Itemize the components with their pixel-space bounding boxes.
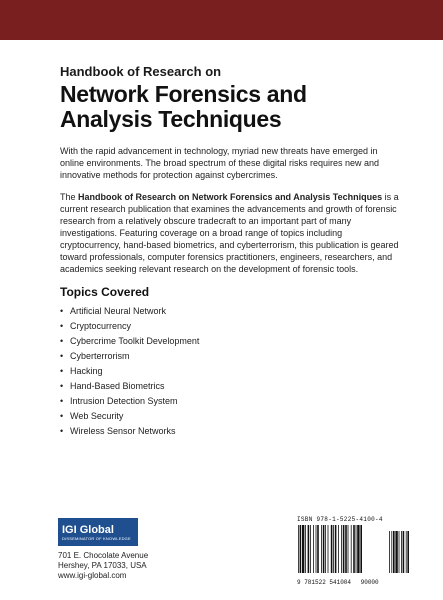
description-paragraph xyxy=(60,191,400,275)
description-prefix: The xyxy=(60,192,79,202)
topic-item xyxy=(60,349,400,364)
topic-item xyxy=(60,379,400,394)
book-title xyxy=(60,82,400,132)
barcode-addon-bar xyxy=(389,531,390,573)
topic-item xyxy=(60,319,400,334)
bullet-icon: • xyxy=(60,411,64,421)
barcode-bar xyxy=(356,525,357,573)
barcode-bar xyxy=(357,525,359,573)
barcode-bar xyxy=(308,525,310,573)
bullet-icon: • xyxy=(60,336,64,346)
barcode-bar xyxy=(331,525,333,573)
topic-label: Hacking xyxy=(70,366,103,376)
barcode-bar xyxy=(341,525,342,573)
barcode-bar xyxy=(302,525,304,573)
publisher-logo-tagline: DISSEMINATOR OF KNOWLEDGE xyxy=(62,535,131,541)
barcode-addon-bar xyxy=(391,531,392,573)
barcode-digits xyxy=(297,579,415,586)
barcode-bar xyxy=(360,525,362,573)
barcode-addon-digits: 90000 xyxy=(360,579,379,586)
bullet-icon: • xyxy=(60,306,64,316)
publisher-logo-name: IGI Global xyxy=(62,523,114,536)
intro-paragraph: With the rapid advancement in technology, myriad new threats have emerged in online environments. The broad spectrum of these digital risks requires new and innovative methods for protection against cybercrimes. xyxy=(60,146,380,180)
bullet-icon: • xyxy=(60,351,64,361)
barcode-addon-bar xyxy=(393,531,395,573)
barcode-addon-bar xyxy=(399,531,400,573)
topic-item xyxy=(60,424,400,439)
barcode-addon-bar xyxy=(403,531,405,573)
top-color-band xyxy=(0,0,443,40)
barcode-bar xyxy=(335,525,337,573)
description-body: is a current research publication that examines the advancements and growth of forensic research from a relatively obscure tradecraft to an important part of many investigations. Featuring coverage on a broad range of topics including cryptocurrency, hand-based biometrics, and cyberterrorism, this publication is geared toward professionals, computer forensics practitioners, engineers, researchers, and academics seeking relevant research on the development of forensic tools. xyxy=(60,192,399,274)
topic-item xyxy=(60,394,400,409)
barcode-bars xyxy=(297,525,415,573)
topic-item xyxy=(60,364,400,379)
topic-label: Artificial Neural Network xyxy=(70,306,167,316)
barcode-addon-bar xyxy=(406,531,407,573)
address-line-2: Hershey, PA 17033, USA xyxy=(58,561,147,570)
topic-item xyxy=(60,409,400,424)
barcode-bar xyxy=(316,525,317,573)
topic-label: Cyberterrorism xyxy=(70,351,130,361)
barcode-addon-bar xyxy=(395,531,397,573)
topics-heading: Topics Covered xyxy=(60,285,150,299)
barcode-bar xyxy=(333,525,334,573)
back-cover-content xyxy=(60,64,400,439)
bullet-icon: • xyxy=(60,366,64,376)
topic-label: Intrusion Detection System xyxy=(70,396,178,406)
isbn-barcode xyxy=(297,516,415,586)
barcode-bar xyxy=(351,525,352,573)
book-title-line-2: Analysis Techniques xyxy=(60,106,282,132)
bullet-icon: • xyxy=(60,381,64,391)
barcode-bar xyxy=(305,525,306,573)
barcode-bar xyxy=(343,525,345,573)
barcode-bar xyxy=(338,525,339,573)
barcode-main-digits: 9 781522 541004 xyxy=(297,579,352,586)
barcode-bar xyxy=(321,525,322,573)
topic-item xyxy=(60,304,400,319)
publisher-address xyxy=(58,551,198,581)
publisher-website: www.igi-global.com xyxy=(58,571,127,580)
topic-label: Wireless Sensor Networks xyxy=(70,426,176,436)
barcode-bar xyxy=(325,525,326,573)
barcode-bar xyxy=(328,525,329,573)
topic-label: Cryptocurrency xyxy=(70,321,132,331)
barcode-bar xyxy=(313,525,314,573)
barcode-addon-bar xyxy=(407,531,409,573)
barcode-bar xyxy=(353,525,355,573)
barcode-bar xyxy=(300,525,302,573)
publisher-block xyxy=(58,518,198,581)
bullet-icon: • xyxy=(60,396,64,406)
topic-label: Hand-Based Biometrics xyxy=(70,381,165,391)
barcode-bar xyxy=(323,525,325,573)
topic-item xyxy=(60,334,400,349)
book-subtitle: Handbook of Research on xyxy=(60,64,222,79)
address-line-1: 701 E. Chocolate Avenue xyxy=(58,551,149,560)
topics-list xyxy=(60,304,400,439)
topic-label: Cybercrime Toolkit Development xyxy=(70,336,200,346)
barcode-bar xyxy=(317,525,319,573)
barcode-bar xyxy=(310,525,311,573)
topic-label: Web Security xyxy=(70,411,124,421)
barcode-bar xyxy=(345,525,347,573)
barcode-bar xyxy=(298,525,299,573)
barcode-addon-bar xyxy=(401,531,402,573)
publisher-logo xyxy=(58,518,138,546)
book-title-line-1: Network Forensics and xyxy=(60,81,307,107)
bullet-icon: • xyxy=(60,426,64,436)
description-book-name: Handbook of Research on Network Forensics and Analysis Techniques xyxy=(78,192,383,202)
bullet-icon: • xyxy=(60,321,64,331)
isbn-number: ISBN 978-1-5225-4100-4 xyxy=(297,516,383,523)
barcode-bar xyxy=(348,525,349,573)
